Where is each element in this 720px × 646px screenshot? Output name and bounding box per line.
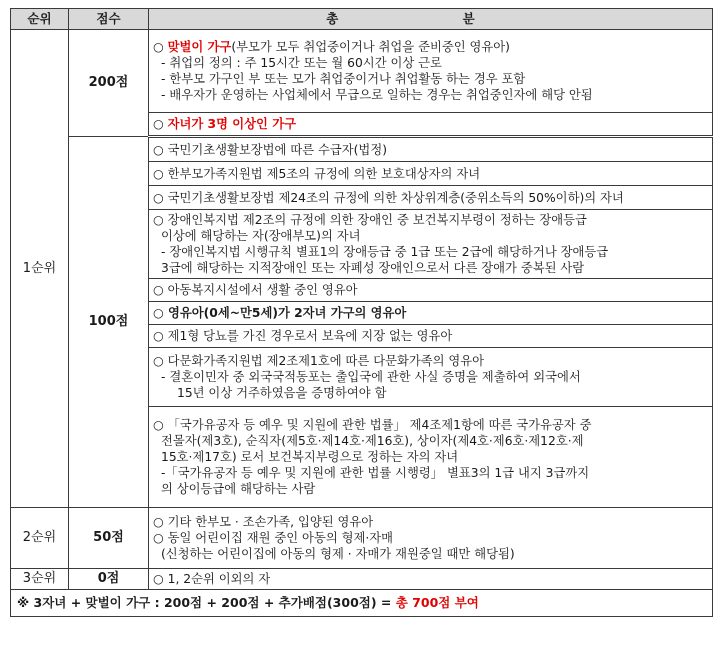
priority-score-table xyxy=(10,8,713,617)
criteria-sub-line: - 한부모 가구인 부 또는 모가 취업중이거나 취업활동 하는 경우 포함 xyxy=(161,72,526,86)
criteria-sub-line: - 배우자가 운영하는 사업체에서 무급으로 일하는 경우는 취업중인자에 해당 안됨 xyxy=(161,88,593,102)
score-example-note: ※ 3자녀 + 맞벌이 가구 : 200점 + 200점 + 추가배점(300점) = 총 700점 부여 xyxy=(11,590,713,617)
table-row xyxy=(11,137,713,162)
dual-income-title: 맞벌이 가구 xyxy=(167,40,232,54)
criteria-item: ○ 아동복지시설에서 생활 중인 영유아 xyxy=(149,279,713,302)
criteria-dual-income xyxy=(149,30,713,113)
header-score: 점수 xyxy=(69,9,149,30)
table-footer-row xyxy=(11,590,713,617)
criteria-rank3: ○ 1, 2순위 이외의 자 xyxy=(149,569,713,590)
rank-1-cell: 1순위 xyxy=(11,30,69,508)
table-row xyxy=(11,508,713,569)
criteria-item: ○ 한부모가족지원법 제5조의 규정에 의한 보호대상자의 자녀 xyxy=(149,162,713,186)
three-children-title: 자녀가 3명 이상인 가구 xyxy=(167,117,296,131)
cropped-top-text xyxy=(0,0,720,6)
criteria-item-two-children: ○ 영유아(0세~만5세)가 2자녀 가구의 영유아 xyxy=(149,302,713,325)
criteria-item: ○ 국민기초생활보장법 제24조의 규정에 의한 차상위계층(중위소득의 50%이하)의 자녀 xyxy=(149,186,713,210)
criteria-item-disability: ○ 장애인복지법 제2조의 규정에 의한 장애인 중 보건복지부령이 정하는 장애등급 이상에 해당하는 자(장애부모)의 자녀 - 장애인복지법 시행규칙 별표1의 장애등급 중 1급 또는 2급에 해당하거나 장애등급 3급에 해당하는 지적장애인 또는 자폐성 장애인으로서 다른 장애가 중복된 사람 xyxy=(149,210,713,279)
table-row xyxy=(11,30,713,113)
score-50-cell: 50점 xyxy=(69,508,149,569)
criteria-sub-line: - 취업의 정의 : 주 15시간 또는 월 60시간 이상 근로 xyxy=(161,56,442,70)
criteria-rank2: ○ 기타 한부모 · 조손가족, 입양된 영유아 ○ 동일 어린이집 재원 중인 아동의 형제·자매 (신청하는 어린이집에 아동의 형제 · 자매가 재원중일 때만 해당됨) xyxy=(149,508,713,569)
score-100-cell: 100점 xyxy=(69,137,149,508)
criteria-item-veterans: ○ 「국가유공자 등 예우 및 지원에 관한 법률」 제4조제1항에 따른 국가유공자 중 전몰자(제3호), 순직자(제5호·제14호·제16호), 상이자(제4호·제6호·제12호·제 15호·제17호) 로서 보건복지부령으로 정하는 자의 자녀 -「국가유공자 등 예우 및 지원에 관한 법률 시행령」 별표3의 1급 내지 3급까지 의 상이등급에 해당하는 사람 xyxy=(149,407,713,508)
table-row xyxy=(11,569,713,590)
score-200-cell: 200점 xyxy=(69,30,149,137)
extra-points: 추가배점(300점) xyxy=(278,595,377,610)
criteria-line: ○ 맞벌이 가구(부모가 모두 취업중이거나 취업을 준비중인 영유아) xyxy=(153,40,510,54)
rank-3-cell: 3순위 xyxy=(11,569,69,590)
total-points: 총 700점 부여 xyxy=(395,595,479,610)
header-rank: 순위 xyxy=(11,9,69,30)
criteria-three-children: ○ 자녀가 3명 이상인 가구 xyxy=(149,113,713,137)
table-header-row xyxy=(11,9,713,30)
criteria-item: ○ 국민기초생활보장법에 따른 수급자(법정) xyxy=(149,137,713,162)
criteria-item-multicultural: ○ 다문화가족지원법 제2조제1호에 따른 다문화가족의 영유아 - 결혼이민자 중 외국국적동포는 출입국에 관한 사실 증명을 제출하여 외국에서 15년 이상 거주하였음을 증명하여야 함 xyxy=(149,348,713,407)
criteria-item: ○ 제1형 당뇨를 가진 경우로서 보육에 지장 없는 영유아 xyxy=(149,325,713,348)
rank-2-cell: 2순위 xyxy=(11,508,69,569)
header-criteria: 총 분 xyxy=(149,9,713,30)
score-0-cell: 0점 xyxy=(69,569,149,590)
